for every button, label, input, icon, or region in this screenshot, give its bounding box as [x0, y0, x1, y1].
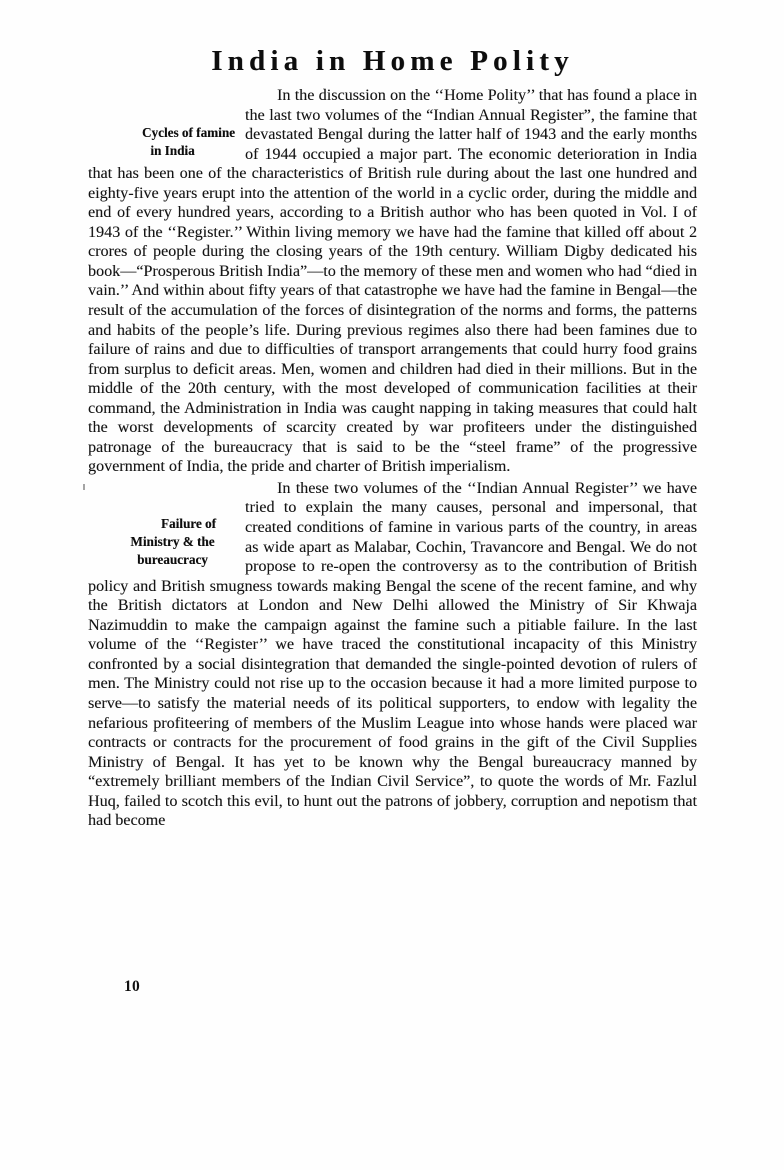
- page-number: 10: [124, 978, 141, 995]
- sidenote-cycles-of-famine: [100, 124, 245, 160]
- sidenote-line-3: bureaucracy: [137, 551, 208, 567]
- paragraph-1-text: In the discussion on the ‘‘Home Polity’’ that has found a place in the last two volumes of the “Indian Annual Register”, the famine that devastated Bengal during the latter half of 1943 and the early months of 1944 occupied a major part. The economic deterioration in India that has been one of the characteristics of British rule during about the last one hundred and eighty-five years erupt into the attention of the world in a cyclic order, during the middle and end of every hundred years, according to a British author who has been quoted in Vol. I of 1943 of the ‘‘Register.’’ Within living memory we have had the famine that killed off about 2 crores of people during the closing years of the 19th century. William Digby dedicated his book—“Prosperous British India”—to the memory of these men and women who had “died in vain.’’ And within about fifty years of that catastrophe we have had the famine in Bengal—the result of the accumulation of the forces of disintegration of the norms and forms, the patterns and habits of the people’s life. During previous regimes also there had been famines due to failure of rains and due to difficulties of transport arrangements that could hurry food grains from surplus to deficit areas. Men, women and children had died in their millions. But in the middle of the 20th century, with the most developed of communication facilities at their command, the Administration in India was caught napping in taking measures that could halt the worst developments of scarcity created by war profiteers under the distinguished patronage of the bureaucracy that is said to be the “steel frame” of the progressive government of India, the pride and charter of British imperialism.: [88, 87, 697, 476]
- sidenote-line-2: in India: [150, 143, 195, 158]
- paragraph-1: [88, 86, 697, 477]
- sidenote-line-2: Ministry & the: [130, 533, 215, 549]
- body-text-block: [88, 86, 697, 831]
- sidenote-line-1: Cycles of famine: [141, 125, 236, 140]
- sidenote-failure-of-ministry: [100, 515, 245, 569]
- sidenote-line-1: Failure of: [160, 515, 217, 531]
- paragraph-2-text: In these two volumes of the ‘‘Indian Annual Register’’ we have tried to explain the many causes, personal and impersonal, that created conditions of famine in various parts of the country, in areas as wide apart as Malabar, Cochin, Travancore and Bengal. We do not propose to re-open the controversy as to the contribution of British policy and British smugness towards making Bengal the scene of the recent famine, and why the British dictators at London and New Delhi allowed the Ministry of Sir Khwaja Nazimuddin to make the campaign against the famine such a pitiable failure. In the last volume of the ‘‘Register’’ we have traced the constitutional incapacity of this Ministry confronted by a social disintegration that demanded the single-pointed devotion of rulers of men. The Ministry could not rise up to the occasion because it had a more limited purpose to serve—to satisfy the material needs of its political supporters, to endow with legality the nefarious profiteering of members of the Muslim League into whose hands were placed war contracts or contracts for the procurement of food grains in the gift of the Civil Supplies Ministry of Bengal. It has yet to be known why the Bengal bureaucracy manned by “extremely brilliant members of the Indian Civil Service”, to quote the words of Mr. Fazlul Huq, failed to scotch this evil, to hunt out the patrons of jobbery, corruption and nepotism that had become: [88, 479, 697, 830]
- scan-artifact-speck: [83, 484, 85, 490]
- page-title: India in Home Polity: [211, 45, 574, 77]
- paragraph-2: [88, 479, 697, 831]
